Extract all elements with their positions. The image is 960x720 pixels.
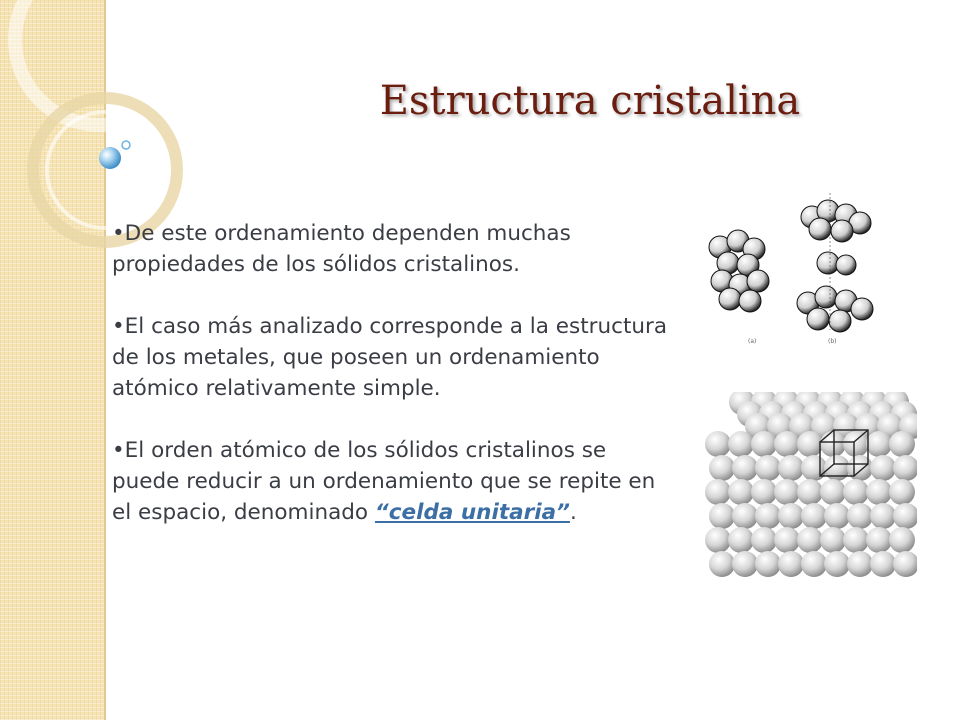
lattice-atom	[870, 503, 896, 529]
lattice-atom	[732, 455, 758, 481]
lattice-atom	[801, 455, 827, 481]
paragraph-1: •De este ordenamiento dependen muchas propiedades de los sólidos cristalinos.	[112, 221, 571, 277]
celda-unitaria-term: “celda unitaria”	[374, 500, 570, 525]
lattice-atom	[820, 431, 846, 457]
lattice-atom	[778, 455, 804, 481]
lattice-atom	[705, 479, 731, 505]
lattice-atom	[709, 551, 735, 577]
slide-title: Estructura cristalina	[379, 78, 801, 124]
paragraph-2: •El caso más analizado corresponde a la estructura de los metales, que poseen un ordenamiento atómico relativamente simple.	[112, 314, 668, 401]
lattice-atom	[870, 551, 896, 577]
lattice-atom	[801, 551, 827, 577]
lattice-atom	[709, 455, 735, 481]
lattice-atom	[824, 455, 850, 481]
lattice-atom	[847, 503, 873, 529]
lattice-atom	[893, 455, 917, 481]
lattice-atom	[751, 527, 777, 553]
bubble-icon	[99, 147, 121, 169]
lattice-atom	[893, 503, 917, 529]
paragraph-3-end: .	[569, 500, 577, 525]
lattice-atom	[820, 527, 846, 553]
lattice-atom	[774, 479, 800, 505]
lattice-atom	[866, 527, 892, 553]
lattice-atom	[774, 431, 800, 457]
lattice-atom	[797, 527, 823, 553]
lattice-atom	[732, 503, 758, 529]
lattice-atom	[755, 503, 781, 529]
small-bubble-icon	[122, 141, 130, 149]
lattice-atom	[847, 551, 873, 577]
lattice-atom	[889, 527, 915, 553]
lattice-atom	[843, 431, 869, 457]
lattice-atom	[866, 479, 892, 505]
lattice-atom	[709, 503, 735, 529]
lattice-atom	[755, 551, 781, 577]
lattice-atom	[847, 455, 873, 481]
lattice-atom	[732, 551, 758, 577]
figure-label-a: (a)	[748, 338, 757, 345]
lattice-atom	[705, 431, 731, 457]
lattice-atom	[751, 431, 777, 457]
lattice-atom	[778, 503, 804, 529]
lattice-atom	[824, 503, 850, 529]
lattice-atom	[893, 551, 917, 577]
lattice-atom	[728, 431, 754, 457]
crystal-packing-figure	[700, 185, 880, 354]
lattice-atom	[820, 479, 846, 505]
lattice-atom	[751, 479, 777, 505]
lattice-atom	[755, 455, 781, 481]
figure-label-b: (b)	[828, 338, 837, 345]
lattice-atom	[705, 527, 731, 553]
body-text	[112, 218, 672, 528]
lattice-atom	[801, 503, 827, 529]
lattice-atom	[870, 455, 896, 481]
lattice-atom	[824, 551, 850, 577]
lattice-atom	[866, 431, 892, 457]
paragraph-3	[112, 435, 672, 528]
lattice-atom	[797, 431, 823, 457]
lattice-atom	[843, 527, 869, 553]
lattice-atom	[889, 431, 915, 457]
lattice-atom	[728, 527, 754, 553]
lattice-atom	[843, 479, 869, 505]
lattice-atom	[728, 479, 754, 505]
lattice-atom	[889, 479, 915, 505]
lattice-cube-figure	[702, 392, 917, 596]
lattice-atom	[797, 479, 823, 505]
paragraph-3-text: •El orden atómico de los sólidos cristalinos se puede reducir a un ordenamiento que se repite en el espacio, denominado	[112, 438, 656, 525]
lattice-atom	[778, 551, 804, 577]
lattice-atom	[774, 527, 800, 553]
